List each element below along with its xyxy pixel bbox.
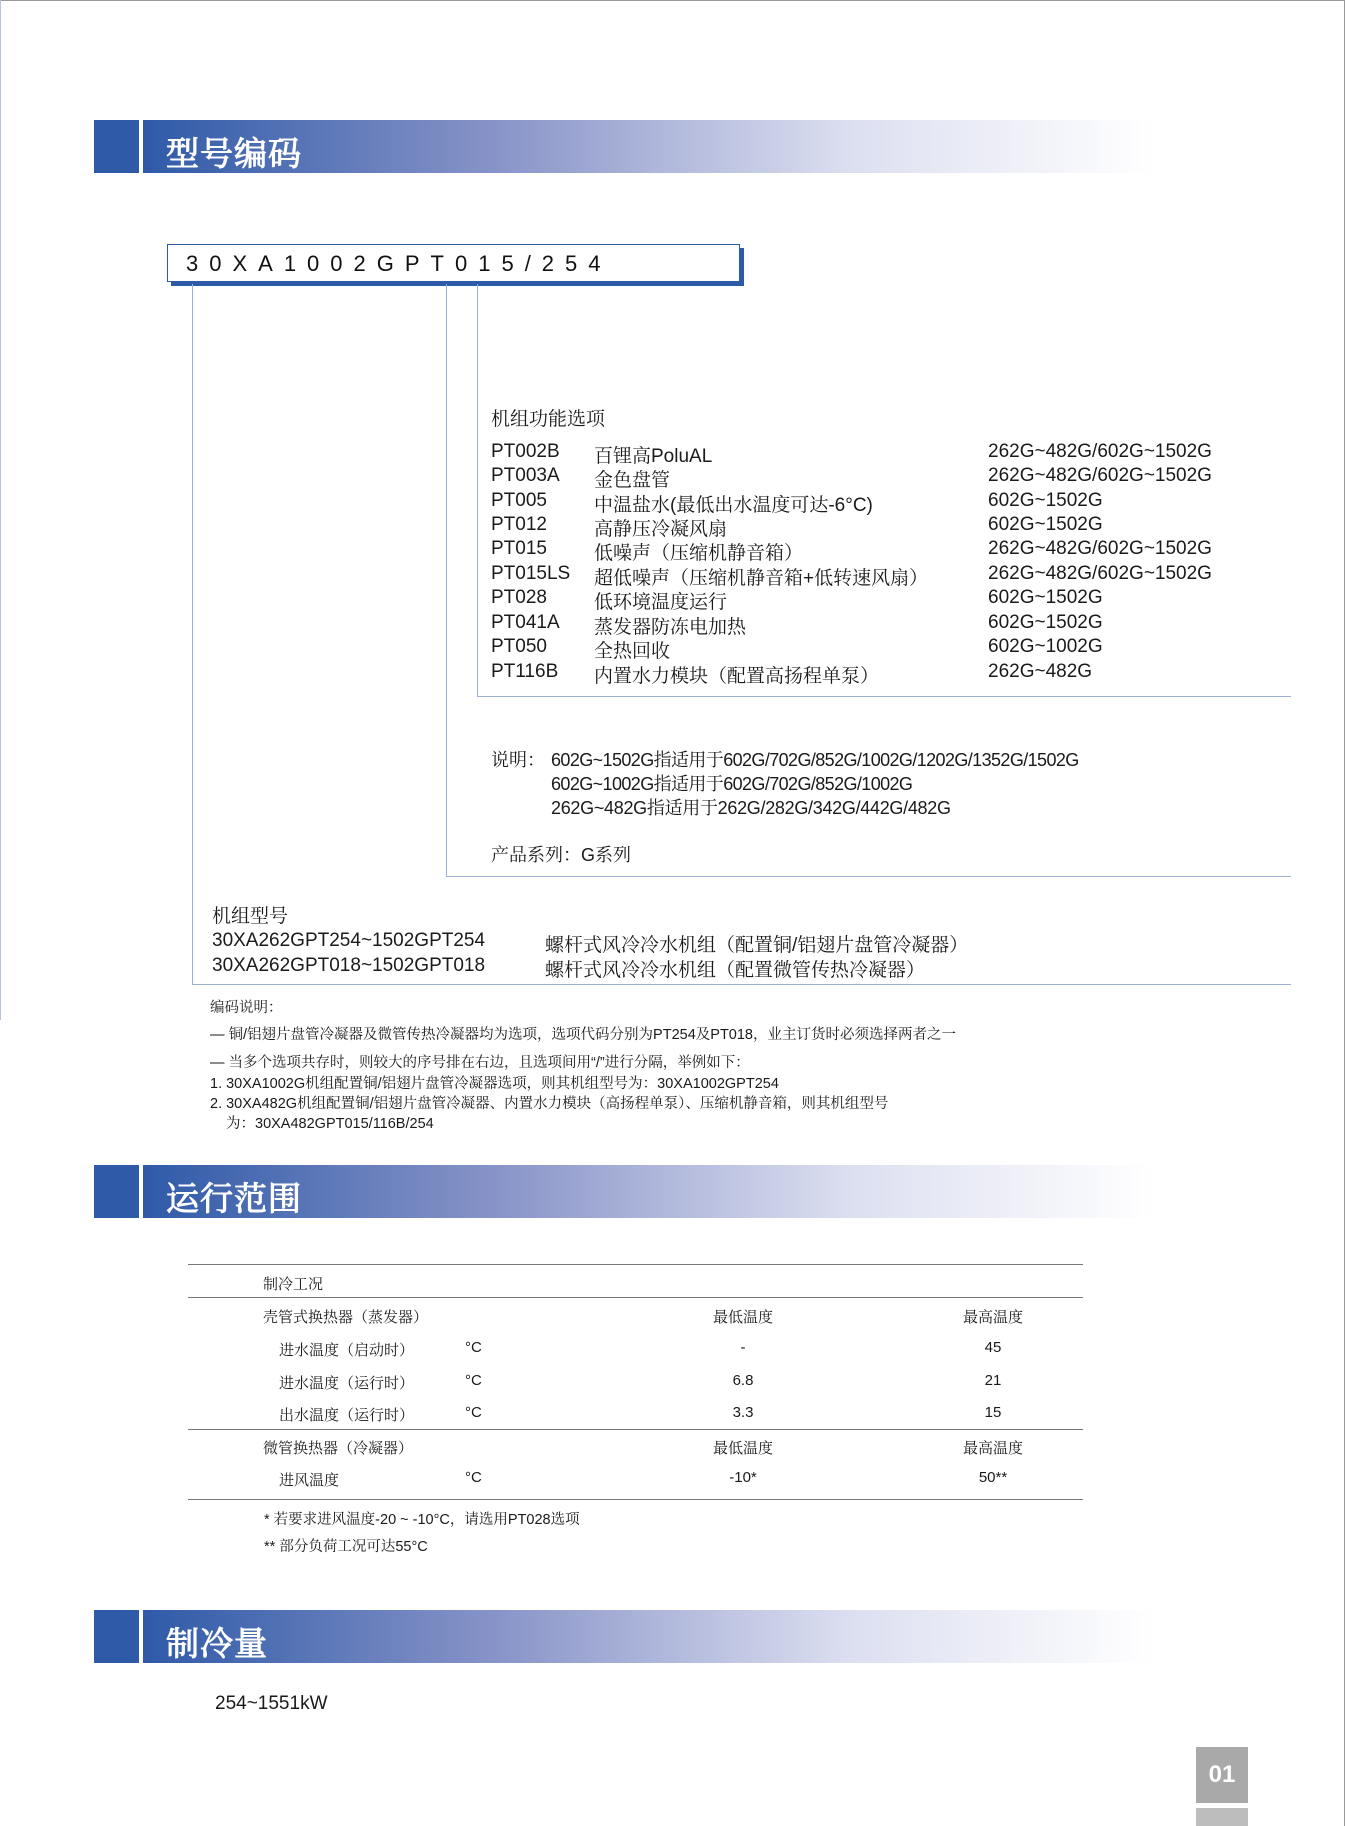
product-series: 产品系列：G系列 [491, 845, 632, 865]
bracket-line-model-bottom [192, 984, 1291, 985]
bracket-line-options [477, 284, 478, 696]
page-border-left [0, 0, 1, 1020]
notes-line: 602G~1002G指适用于602G/702G/852G/1002G [551, 774, 913, 794]
table-row [188, 1372, 1083, 1394]
coding-note: 1. 30XA1002G机组配置铜/铝翅片盘管冷凝器选项，则其机组型号为：30XA1002GPT254 [210, 1076, 779, 1092]
option-row [491, 514, 1311, 538]
banner-block [94, 120, 139, 173]
model-code-text: 30XA1002GPT015/254 [186, 251, 612, 276]
min-temp-header: 最低温度 [712, 1440, 773, 1457]
banner-block [94, 1165, 139, 1218]
option-code: PT015 [491, 538, 547, 559]
option-row [491, 661, 1311, 685]
table-rule-bottom [188, 1499, 1083, 1500]
table-rule-top [188, 1264, 1083, 1265]
row-min: 6.8 [732, 1372, 754, 1389]
coding-note: 2. 30XA482G机组配置铜/铝翅片盘管冷凝器、内置水力模块（高扬程单泵）、压缩机静音箱，则其机组型号 [210, 1096, 889, 1112]
option-range: 262G~482G [988, 661, 1093, 682]
option-name: 百锂高PoluAL [594, 446, 713, 467]
row-unit: °C [465, 1469, 482, 1486]
row-min: -10* [729, 1469, 757, 1486]
option-row [491, 636, 1311, 660]
option-name: 蒸发器防冻电加热 [594, 617, 747, 638]
row-max: 15 [984, 1404, 1002, 1421]
row-label: 进水温度（启动时） [279, 1342, 415, 1359]
banner-block [94, 1610, 139, 1663]
options-heading: 机组功能选项 [491, 409, 606, 430]
models-heading: 机组型号 [212, 906, 289, 927]
model-code: 30XA262GPT254~1502GPT254 [212, 930, 486, 951]
section-banner-cooling-capacity [94, 1610, 1154, 1663]
coding-notes-heading: 编码说明： [210, 1000, 283, 1016]
row-max: 50** [978, 1469, 1008, 1486]
option-row [491, 538, 1311, 562]
banner-gradient [143, 1610, 1154, 1663]
option-name: 金色盘管 [594, 470, 671, 491]
row-label: 进风温度 [279, 1472, 340, 1489]
row-min: - [740, 1339, 746, 1356]
option-range: 262G~482G/602G~1502G [988, 563, 1212, 584]
row-label: 出水温度（运行时） [279, 1407, 415, 1424]
notes-line: 262G~482G指适用于262G/282G/342G/442G/482G [551, 798, 951, 818]
evaporator-label: 壳管式换热器（蒸发器） [263, 1309, 429, 1326]
bracket-line-series-bottom [446, 876, 1291, 877]
row-unit: °C [465, 1339, 482, 1356]
coding-note: 为：30XA482GPT015/116B/254 [226, 1116, 434, 1132]
option-name: 全热回收 [594, 641, 671, 662]
option-code: PT116B [491, 661, 559, 682]
footnote: ** 部分负荷工况可达55°C [264, 1539, 428, 1555]
notes-label: 说明： [491, 750, 545, 770]
table-row [188, 1404, 1083, 1426]
option-row [491, 465, 1311, 489]
option-name: 超低噪声（压缩机静音箱+低转速风扇） [594, 568, 929, 589]
model-code-box [167, 244, 740, 282]
option-name: 高静压冷凝风扇 [594, 519, 728, 540]
option-range: 602G~1502G [988, 587, 1103, 608]
model-row [212, 930, 1112, 954]
option-name: 低环境温度运行 [594, 592, 728, 613]
bracket-line-series [446, 284, 447, 876]
row-label: 进水温度（运行时） [279, 1375, 415, 1392]
coding-note: — 铜/铝翅片盘管冷凝器及微管传热冷凝器均为选项，选项代码分别为PT254及PT018，业主订货时必须选择两者之一 [210, 1027, 956, 1043]
option-range: 602G~1502G [988, 514, 1103, 535]
option-range: 262G~482G/602G~1502G [988, 538, 1212, 559]
bracket-line-options-bottom [477, 696, 1291, 697]
option-row [491, 490, 1311, 514]
section-title: 运行范围 [166, 1179, 302, 1218]
table-title-row [188, 1273, 1083, 1295]
option-row [491, 587, 1311, 611]
table-title: 制冷工况 [263, 1276, 324, 1293]
model-desc: 螺杆式风冷冷水机组（配置铜/铝翅片盘管冷凝器） [545, 935, 969, 956]
model-row [212, 955, 1112, 979]
option-range: 262G~482G/602G~1502G [988, 441, 1212, 462]
option-code: PT002B [491, 441, 560, 462]
option-range: 602G~1502G [988, 612, 1103, 633]
min-temp-header: 最低温度 [712, 1309, 773, 1326]
option-name: 中温盐水(最低出水温度可达-6°C) [594, 495, 873, 516]
section-title: 制冷量 [166, 1624, 268, 1663]
option-code: PT005 [491, 490, 547, 511]
option-code: PT003A [491, 465, 560, 486]
max-temp-header: 最高温度 [962, 1309, 1023, 1326]
option-code: PT050 [491, 636, 547, 657]
option-range: 262G~482G/602G~1502G [988, 465, 1212, 486]
row-max: 45 [984, 1339, 1002, 1356]
option-code: PT015LS [491, 563, 571, 584]
section-banner-model-code [94, 120, 1154, 173]
coding-note: — 当多个选项共存时，则较大的序号排在右边，且选项间用“/”进行分隔，举例如下： [210, 1055, 750, 1071]
max-temp-header: 最高温度 [962, 1440, 1023, 1457]
page-number: 01 [1196, 1747, 1248, 1803]
table-row [188, 1339, 1083, 1361]
table-rule [188, 1429, 1083, 1430]
page-tab [1196, 1808, 1248, 1826]
row-max: 21 [984, 1372, 1002, 1389]
option-row [491, 563, 1311, 587]
option-row [491, 612, 1311, 636]
option-name: 内置水力模块（配置高扬程单泵） [594, 666, 880, 687]
cooling-capacity-value: 254~1551kW [215, 1693, 328, 1714]
table-header-row [188, 1437, 1083, 1459]
model-code: 30XA262GPT018~1502GPT018 [212, 955, 486, 976]
footnote: * 若要求进风温度-20 ~ -10°C，请选用PT028选项 [264, 1512, 580, 1528]
option-code: PT028 [491, 587, 547, 608]
option-range: 602G~1502G [988, 490, 1103, 511]
table-rule [188, 1297, 1083, 1298]
option-row [491, 441, 1311, 465]
option-code: PT041A [491, 612, 560, 633]
model-desc: 螺杆式风冷冷水机组（配置微管传热冷凝器） [545, 960, 926, 981]
option-code: PT012 [491, 514, 547, 535]
row-unit: °C [465, 1404, 482, 1421]
notes-line: 602G~1502G指适用于602G/702G/852G/1002G/1202G/1352G/1502G [551, 750, 1079, 770]
row-min: 3.3 [732, 1404, 754, 1421]
table-header-row [188, 1306, 1083, 1328]
row-unit: °C [465, 1372, 482, 1389]
section-title: 型号编码 [166, 134, 302, 173]
bracket-line-model [192, 284, 193, 984]
page-border-top [0, 0, 1345, 1]
section-banner-operating-range [94, 1165, 1154, 1218]
condenser-label: 微管换热器（冷凝器） [263, 1440, 414, 1457]
option-name: 低噪声（压缩机静音箱） [594, 543, 804, 564]
option-range: 602G~1002G [988, 636, 1103, 657]
table-row [188, 1469, 1083, 1491]
